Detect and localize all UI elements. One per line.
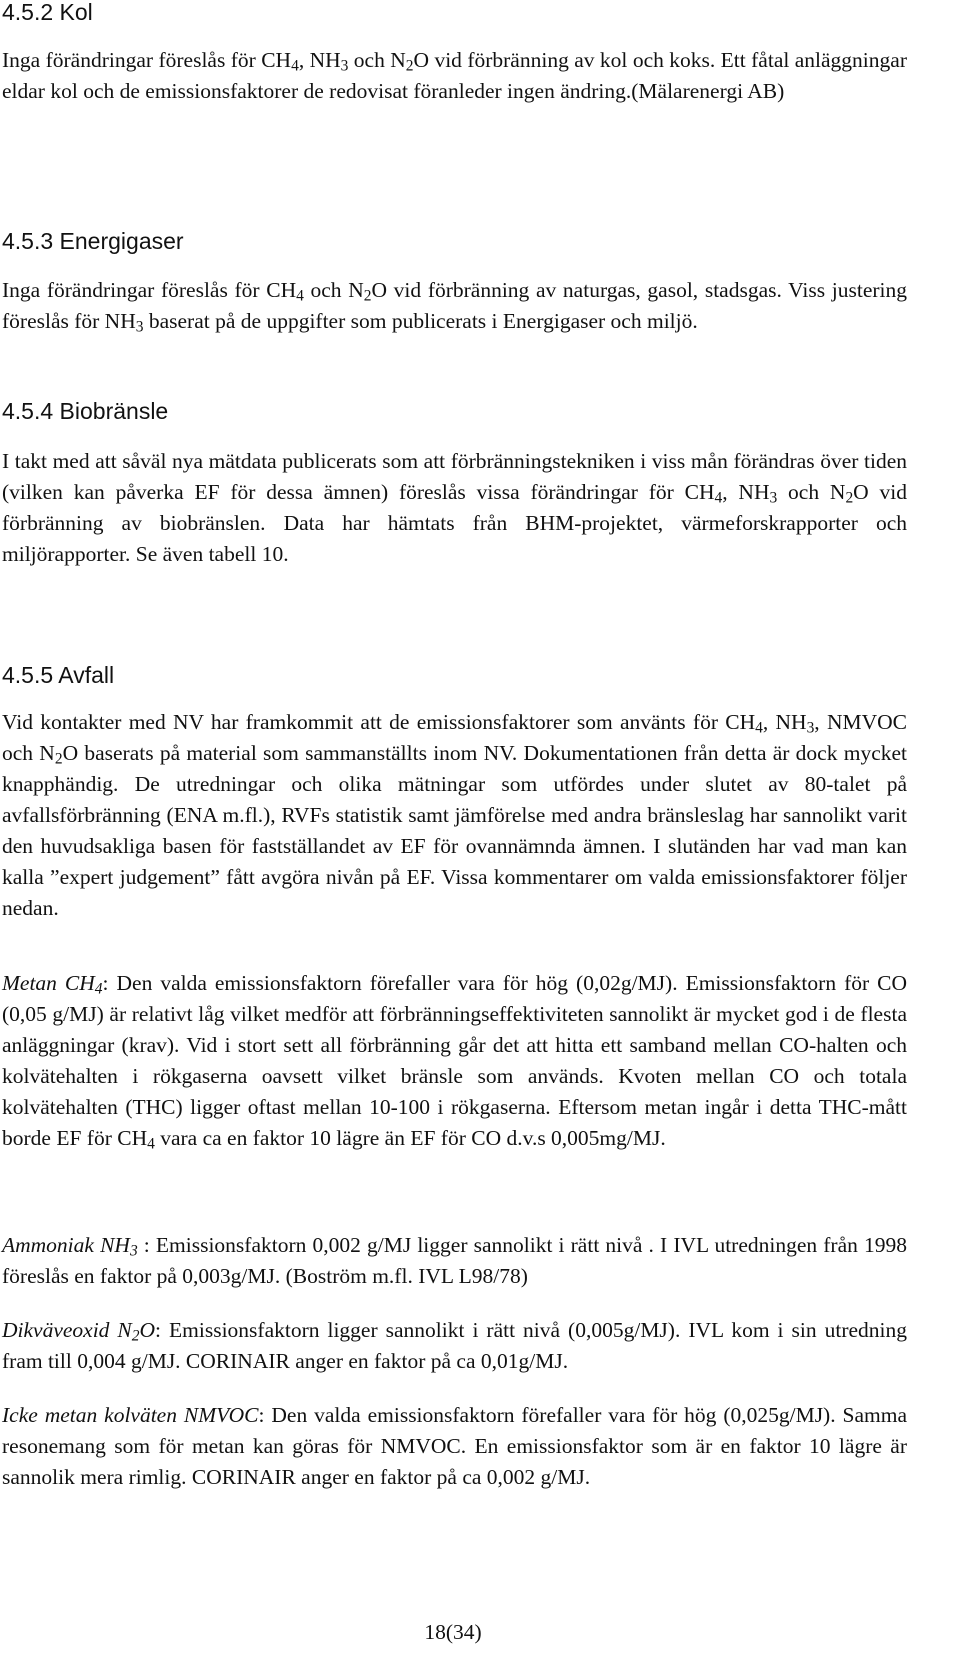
subscript: 2 (54, 750, 63, 768)
heading-avfall: 4.5.5 Avfall (2, 662, 115, 688)
text-run (2, 971, 907, 1153)
paragraph-metan (2, 968, 907, 1154)
paragraph-ammoniak (2, 1230, 907, 1292)
text-run: , NH (722, 480, 770, 504)
text-run: Vid kontakter med NV har framkommit att de emissionsfaktorer som använts för CH (2, 710, 756, 734)
paragraph-nmvoc (2, 1400, 907, 1493)
text-run: baserat på de uppgifter som publicerats i Energigaser och miljö. (143, 309, 698, 333)
text-run: och N (348, 48, 406, 72)
term-metan: Metan CH (2, 971, 95, 995)
text-run: , NH (762, 710, 807, 734)
subscript: 3 (135, 318, 144, 336)
paragraph-energigaser (2, 275, 907, 337)
subscript: 4 (291, 57, 299, 75)
subscript: 4 (755, 719, 763, 737)
page-number: 18(34) (424, 1620, 482, 1644)
text-run: vara ca en faktor 10 lägre än EF för CO d.v.s 0,005mg/MJ. (154, 1126, 666, 1150)
subscript: 3 (806, 719, 815, 737)
text-run: och N (303, 278, 364, 302)
subscript: 2 (363, 287, 372, 305)
subscript: 4 (296, 287, 304, 305)
subscript: 3 (769, 489, 778, 507)
text-run: Inga förändringar föreslås för CH (2, 48, 292, 72)
paragraph-biobransle (2, 446, 907, 570)
text-run: Inga förändringar föreslås för CH (2, 278, 297, 302)
text-run: O vid förbränning av kol och koks. Ett fåtal anläggningar eldar kol och de emissionsfaktorer de redovisat föranleder ingen ändring.(Mälarenergi AB) (2, 48, 907, 103)
term-ammoniak: Ammoniak $NH_3$ (2, 1233, 138, 1260)
subscript: 3 (340, 57, 349, 75)
subscript: 4 (147, 1135, 155, 1153)
text-run: : Den valda emissionsfaktorn förefaller vara för hög (0,025g/MJ). Samma resonemang som för metan kan göras för NMVOC. En emissionsfaktor som är en faktor 10 lägre är sannolik mera rimlig. CORINAIR anger en faktor på ca 0,002 g/MJ. (2, 1403, 907, 1489)
paragraph-dikvaveoxid (2, 1315, 907, 1377)
heading-biobransle: 4.5.4 Biobränsle (2, 398, 169, 424)
heading-kol: 4.5.2 Kol (2, 0, 93, 25)
text-run: : Emissionsfaktorn ligger sannolikt i rätt nivå (0,005g/MJ). IVL kom i sin utredning fram till 0,004 g/MJ. CORINAIR anger en faktor på ca 0,01g/MJ. (2, 1318, 907, 1373)
text-run: och N (777, 480, 846, 504)
subscript: 4 (714, 489, 723, 507)
paragraph-avfall (2, 707, 907, 924)
text-run: O vid förbränning av naturgas, gasol, stadsgas. Viss justering föreslås för NH (2, 278, 907, 333)
paragraph-kol (2, 45, 907, 107)
term-dikvaveoxid: Dikväveoxid $N_2O$ (2, 1318, 156, 1345)
text-run: O baserats på material som sammanställts inom NV. Dokumentationen från detta är dock mycket knapphändig. De utredningar och olika mätningar som utfördes under slutet av 80-talet på avfallsförbränning (ENA m.fl.), RVFs statistik samt jämförelse med andra bränsleslag har sannolikt varit den huvudsakliga basen för fastställandet av EF för ovannämnda ämnen. I slutänden har vad man kan kalla ”expert judgement” fått avgöra nivån på EF. Vissa kommentarer om valda emissionsfaktorer följer nedan. (2, 741, 907, 920)
term-nmvoc: Icke metan kolväten NMVOC (2, 1403, 259, 1427)
text-run: : Den valda emissionsfaktorn förefaller vara för hög (0,02g/MJ). Emissionsfaktorn för CO (0,05 g/MJ) är relativt låg vilket medför att förbränningseffektiviteten sannolikt är mycket god i de flesta anläggningar (krav). Vid i stort sett all förbränning går det att hitta ett samband mellan CO-halten och kolvätehalten i rökgaserna oavsett vilket bränsle som används. Kvoten mellan CO och totala kolvätehalten (THC) ligger oftast mellan 10-100 i rökgaserna. Eftersom metan ingår i detta THC-mått borde EF för CH (2, 971, 907, 1150)
heading-energigaser: 4.5.3 Energigaser (2, 228, 184, 254)
text-run: I takt med att såväl nya mätdata publicerats som att förbränningstekniken i viss mån förändras över tiden (vilken kan påverka EF för dessa ämnen) föreslås vissa förändringar för CH (2, 449, 907, 504)
term-wrapper (2, 971, 103, 998)
subscript: 2 (405, 57, 414, 75)
text-run: O vid förbränning av biobränslen. Data har hämtats från BHM-projektet, värmeforskrapporter och miljörapporter. Se även tabell 10. (2, 480, 907, 566)
text-run: , NH (298, 48, 341, 72)
subscript: 2 (845, 489, 854, 507)
text-run: , NMVOC och N (2, 710, 907, 765)
subscript: 4 (94, 980, 103, 998)
text-run: : Emissionsfaktorn 0,002 g/MJ ligger sannolikt i rätt nivå . I IVL utredningen från 1998 föreslås en faktor på 0,003g/MJ. (Boström m.fl. IVL L98/78) (2, 1233, 907, 1288)
